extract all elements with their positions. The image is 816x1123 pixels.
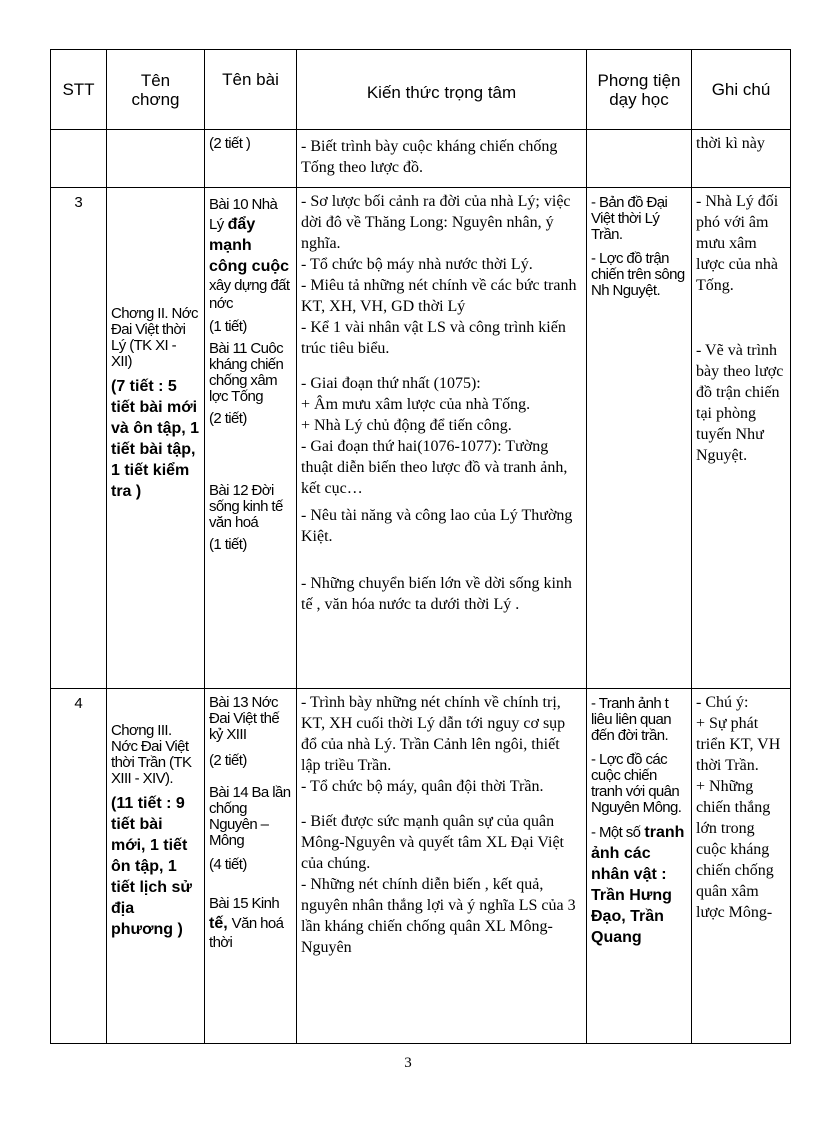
row4-stt [51,689,107,1044]
cont-lesson [205,130,297,188]
curriculum-table [50,49,791,1044]
row3-knowledge [297,188,587,689]
cont-stt [51,130,107,188]
row4-notes [692,689,791,1044]
row3-stt [51,188,107,689]
cont-knowledge [297,130,587,188]
row3-lesson11-title: Bài 11 Cuôc kháng chiến chống xâm lợc Tống [209,340,284,405]
cont-lesson-text: (2 tiết ) [209,135,251,152]
row4-media-3a: - Một số [591,824,641,841]
row4-notes-3: + Những chiến thắng lớn trong cuộc kháng chiến chống quân xâm lược Mông- [696,778,774,921]
cont-knowledge-text: - Biết trình bày cuộc kháng chiến chống Tống theo lược đồ. [301,138,558,176]
row4-lesson14-periods: (4 tiết) [209,856,247,873]
row4-lesson15-title-b: tế, [209,915,228,932]
row3-lesson10-title-a: Bài 10 Nhà Lý [209,196,278,233]
header-row [51,50,791,130]
row4-lesson13-title: Bài 13 Nớc Đai Việt thế kỷ XIII [209,694,280,743]
row4-lesson15-title-a: Bài 15 Kinh [209,895,280,912]
row3-lesson10-periods: (1 tiết) [209,318,247,335]
row3-knowledge-1: - Sơ lược bối cảnh ra đời của nhà Lý; việc dời đô về Thăng Long: Nguyên nhân, ý nghĩa. [301,193,571,252]
row3-lessons [205,188,297,689]
cont-notes [692,130,791,188]
row4-media [587,689,692,1044]
row3-stt-text: 3 [74,194,83,211]
row3-lesson12-title: Bài 12 Đời sống kinh tế văn hoá [209,482,283,531]
row4-lesson13-periods: (2 tiết) [209,752,247,769]
row4-media-2: - Lợc đồ các cuộc chiến tranh với quân Nguyên Mông. [591,751,682,816]
row4-knowledge-3: - Biết được sức mạnh quân sự của quân Mông-Nguyên và quyết tâm XL Đại Việt của chúng. [301,813,564,872]
row4-lessons [205,689,297,1044]
cont-notes-text: thời kì này [696,135,765,152]
row3-lesson12-periods: (1 tiết) [209,536,247,553]
row3-chapter [107,188,205,689]
row3-media-1: - Bản đồ Đại Việt thời Lý Trần. [591,194,668,243]
header-chapter: Tên chơng [107,50,205,130]
row3-notes-2: - Vẽ và trình bày theo lược đồ trận chiến tại phòng tuyến Như Nguyệt. [696,342,784,464]
cont-chapter [107,130,205,188]
row3-knowledge-6: + Âm mưu xâm lược của nhà Tống. [301,396,531,413]
row3-chapter-periods: (7 tiết : 5 tiết bài mới và ôn tập, 1 tiết bài tập, 1 tiết kiểm tra ) [111,378,200,500]
row4-stt-text: 4 [74,695,83,712]
table-row-3 [51,188,791,689]
row3-knowledge-8: - Gai đoạn thứ hai(1076-1077): Tường thuật diễn biến theo lược đồ và tranh ảnh, kết cục… [301,438,568,497]
table-row-4 [51,689,791,1044]
row4-media-3b: tranh ảnh các nhân vật : Trần Hưng Đạo, Trần Quang [591,824,685,946]
header-notes: Ghi chú [692,50,791,130]
header-lesson: Tên bài [205,50,297,130]
header-knowledge: Kiến thức trọng tâm [297,50,587,130]
row3-knowledge-4: - Kể 1 vài nhân vật LS và công trình kiến trúc tiêu biểu. [301,319,566,357]
page-number: 3 [404,1055,412,1071]
cont-media [587,130,692,188]
row3-media-2: - Lợc đồ trận chiến trên sông Nh Nguyệt. [591,250,685,299]
row3-notes-1: - Nhà Lý đối phó với âm mưu xâm lược của nhà Tống. [696,193,779,294]
row3-knowledge-2: - Tổ chức bộ máy nhà nước thời Lý. [301,256,533,273]
row4-knowledge-4: - Những nét chính diễn biến , kết quả, nguyên nhân thắng lợi và ý nghĩa LS của 3 lần kháng chiến chống quân XL Mông-Nguyên [301,876,576,956]
row4-knowledge [297,689,587,1044]
row4-notes-1: - Chú ý: [696,694,749,711]
row3-knowledge-7: + Nhà Lý chủ động để tiến công. [301,417,512,434]
row3-knowledge-9: - Nêu tài năng và công lao của Lý Thường Kiệt. [301,507,573,545]
row4-chapter [107,689,205,1044]
header-stt: STT [51,50,107,130]
row3-knowledge-3: - Miêu tả những nét chính về các bức tranh KT, XH, VH, GD thời Lý [301,277,577,315]
row4-lesson15-title-c: Văn hoá thời [209,915,284,951]
header-media: Phơng tiện dạy học [587,50,692,130]
table-row-continued [51,130,791,188]
row4-knowledge-1: - Trình bày những nét chính về chính trị, KT, XH cuối thời Lý dẫn tới nguy cơ sụp đổ của nhà Lý. Trần Cảnh lên ngôi, thiết lập triều Trần. [301,694,566,774]
row4-chapter-name: Chơng III. Nớc Đai Việt thời Trần (TK XIII - XIV). [111,722,192,787]
row3-notes [692,188,791,689]
row3-lesson10-title-b: đẩy mạnh công cuộc [209,216,290,275]
row3-media [587,188,692,689]
row3-lesson11-periods: (2 tiết) [209,410,247,427]
row4-media-1: - Tranh ảnh t liêu liên quan đến đời trần. [591,695,672,744]
row4-notes-2: + Sự phát triển KT, VH thời Trần. [696,715,781,774]
row3-knowledge-5: - Giai đoạn thứ nhất (1075): [301,375,481,392]
row4-chapter-periods: (11 tiết : 9 tiết bài mới, 1 tiết ôn tập, 1 tiết lịch sử địa phương ) [111,795,192,938]
row4-knowledge-2: - Tổ chức bộ máy, quân đội thời Trần. [301,778,544,795]
row3-lesson10-title-c: xây dựng đất nớc [209,277,290,312]
row4-lesson14-title: Bài 14 Ba lần chống Nguyên –Mông [209,784,291,849]
row3-knowledge-10: - Những chuyển biến lớn về dời sống kinh tế , văn hóa nước ta dưới thời Lý . [301,575,572,613]
row3-chapter-name: Chơng II. Nớc Đai Việt thời Lý (TK XI - XII) [111,305,198,370]
